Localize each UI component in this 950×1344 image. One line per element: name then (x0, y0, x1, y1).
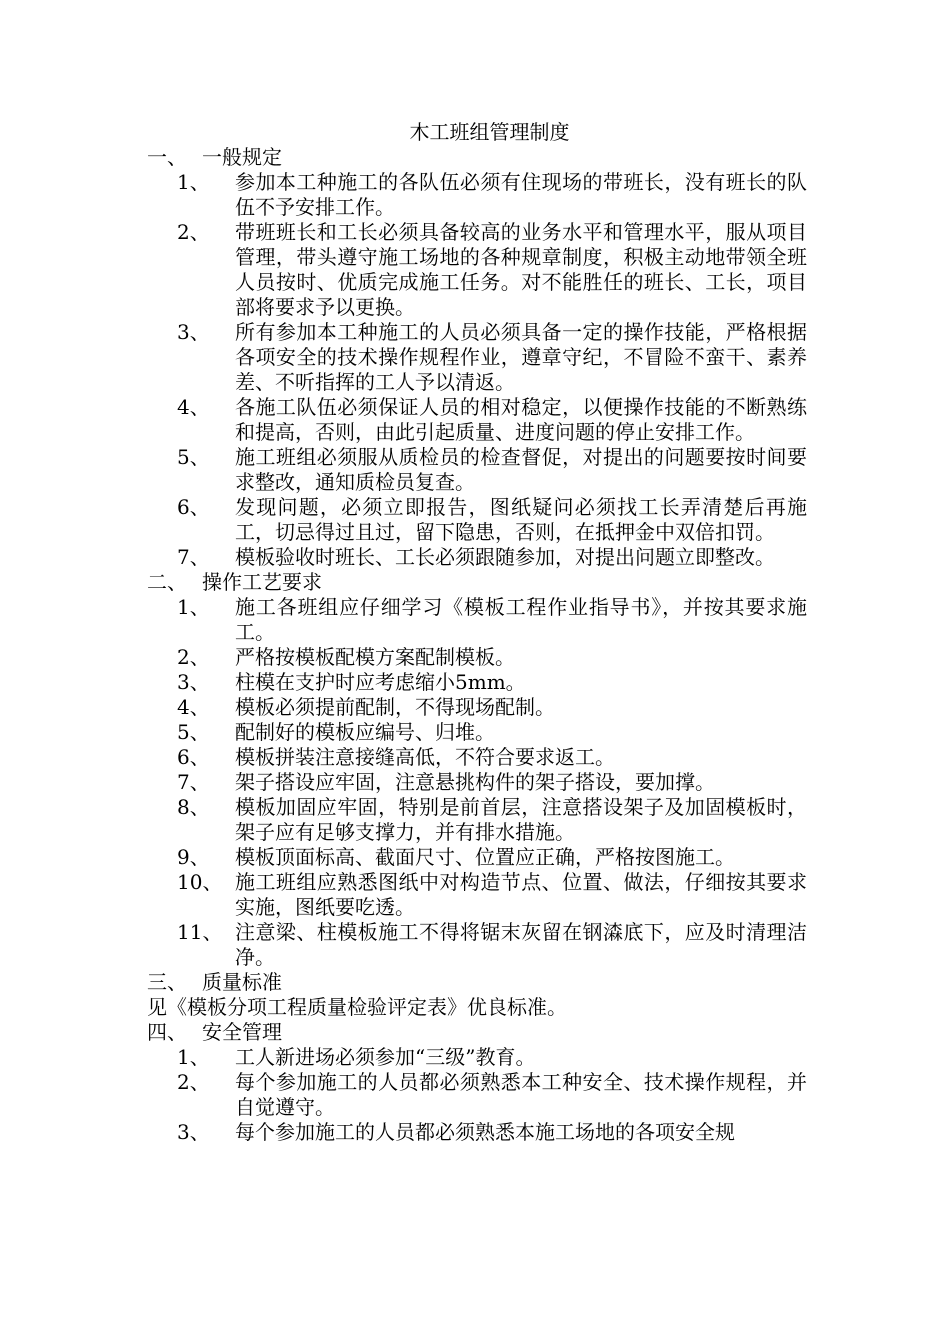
section-heading (147, 145, 807, 170)
list-item-text: 模板拼装注意接缝高低，不符合要求返工。 (235, 745, 615, 769)
list-item-number: 2、 (177, 645, 210, 669)
list-item-number: 3、 (177, 670, 210, 694)
list-item (147, 770, 807, 795)
document-title: 木工班组管理制度 (409, 120, 570, 144)
list-item-number: 4、 (177, 395, 210, 419)
list-item-text: 模板验收时班长、工长必须跟随参加，对提出问题立即整改。 (235, 545, 775, 569)
list-item-text: 配制好的模板应编号、归堆。 (235, 720, 495, 744)
list-item (147, 670, 807, 695)
list-item-text: 发现问题，必须立即报告，图纸疑问必须找工长弄清楚后再施工，切忌得过且过，留下隐患，否则，在抵押金中双倍扣罚。 (235, 495, 807, 544)
list-item-number: 4、 (177, 695, 210, 719)
list-item-number: 7、 (177, 770, 210, 794)
list-item-number: 3、 (177, 1120, 210, 1144)
list-item-text: 参加本工种施工的各队伍必须有住现场的带班长，没有班长的队伍不予安排工作。 (235, 170, 807, 219)
section-title: 操作工艺要求 (202, 570, 322, 594)
list-item (147, 1045, 807, 1070)
section-heading (147, 970, 807, 995)
section-title: 安全管理 (202, 1020, 282, 1044)
list-item (147, 495, 807, 545)
list-item-text: 注意梁、柱模板施工不得将锯末灰留在钢潹底下，应及时清理洁净。 (235, 920, 807, 969)
list-item (147, 695, 807, 720)
list-item-text: 模板必须提前配制，不得现场配制。 (235, 695, 555, 719)
list-item-text: 工人新进场必须参加“三级”教育。 (235, 1045, 536, 1069)
list-item (147, 445, 807, 495)
section-number: 四、 (147, 1020, 187, 1044)
list-item-text: 严格按模板配模方案配制模板。 (235, 645, 515, 669)
section-heading (147, 570, 807, 595)
section-number: 三、 (147, 970, 187, 994)
section-title: 质量标准 (202, 970, 282, 994)
section-title: 一般规定 (202, 145, 282, 169)
list-item-number: 7、 (177, 545, 210, 569)
list-item-number: 6、 (177, 495, 210, 519)
sections-container (147, 145, 807, 1145)
list-item (147, 795, 807, 845)
list-item-number: 2、 (177, 1070, 210, 1094)
list-item-number: 9、 (177, 845, 210, 869)
list-item-number: 11、 (177, 920, 223, 944)
list-item (147, 545, 807, 570)
section-paragraph: 见《模板分项工程质量检验评定表》优良标准。 (147, 995, 567, 1019)
list-item-number: 5、 (177, 445, 210, 469)
list-item-number: 1、 (177, 1045, 210, 1069)
list-item-number: 5、 (177, 720, 210, 744)
list-item-text: 架子搭设应牢固，注意悬挑构件的架子搭设，要加撑。 (235, 770, 715, 794)
list-item-number: 1、 (177, 595, 210, 619)
list-item (147, 845, 807, 870)
list-item (147, 1070, 807, 1120)
list-item-text: 施工班组应熟悉图纸中对构造节点、位置、做法，仔细按其要求实施，图纸要吃透。 (235, 870, 807, 919)
list-item-text: 施工班组必须服从质检员的检查督促，对提出的问题要按时间要求整改，通知质检员复查。 (235, 445, 807, 494)
list-item-text: 每个参加施工的人员都必须熟悉本施工场地的各项安全规 (235, 1120, 735, 1144)
list-item (147, 720, 807, 745)
list-item-text: 模板加固应牢固，特别是前首层，注意搭设架子及加固模板时，架子应有足够支撑力，并有排水措施。 (235, 795, 807, 844)
list-item-number: 1、 (177, 170, 210, 194)
list-item-number: 10、 (177, 870, 223, 894)
list-item-text: 柱模在支护时应考虑缩小5mm。 (235, 670, 526, 694)
list-item (147, 1120, 807, 1145)
list-item-number: 3、 (177, 320, 210, 344)
list-item-text: 所有参加本工种施工的人员必须具备一定的操作技能，严格根据各项安全的技术操作规程作业，遵章守纪，不冒险不蛮干、素养差、不听指挥的工人予以清返。 (235, 320, 807, 394)
list-item (147, 745, 807, 770)
section-heading (147, 1020, 807, 1045)
list-item-text: 带班班长和工长必须具备较高的业务水平和管理水平，服从项目管理，带头遵守施工场地的各种规章制度，积极主动地带领全班人员按时、优质完成施工任务。对不能胜任的班长、工长，项目部将要求予以更换。 (235, 220, 807, 319)
list-item-text: 施工各班组应仔细学习《模板工程作业指导书》，并按其要求施工。 (235, 595, 807, 644)
list-item (147, 320, 807, 395)
list-item (147, 870, 807, 920)
list-item-number: 6、 (177, 745, 210, 769)
list-item-number: 2、 (177, 220, 210, 244)
list-item-text: 模板顶面标高、截面尺寸、位置应正确，严格按图施工。 (235, 845, 735, 869)
list-item (147, 170, 807, 220)
list-item (147, 395, 807, 445)
section-number: 一、 (147, 145, 187, 169)
list-item (147, 645, 807, 670)
document-body (147, 120, 807, 1145)
list-item-text: 各施工队伍必须保证人员的相对稳定，以便操作技能的不断熟练和提高，否则，由此引起质量、进度问题的停止安排工作。 (235, 395, 807, 444)
list-item (147, 220, 807, 320)
list-item-number: 8、 (177, 795, 210, 819)
list-item (147, 920, 807, 970)
section-number: 二、 (147, 570, 187, 594)
list-item-text: 每个参加施工的人员都必须熟悉本工种安全、技术操作规程，并自觉遵守。 (235, 1070, 807, 1119)
list-item (147, 595, 807, 645)
